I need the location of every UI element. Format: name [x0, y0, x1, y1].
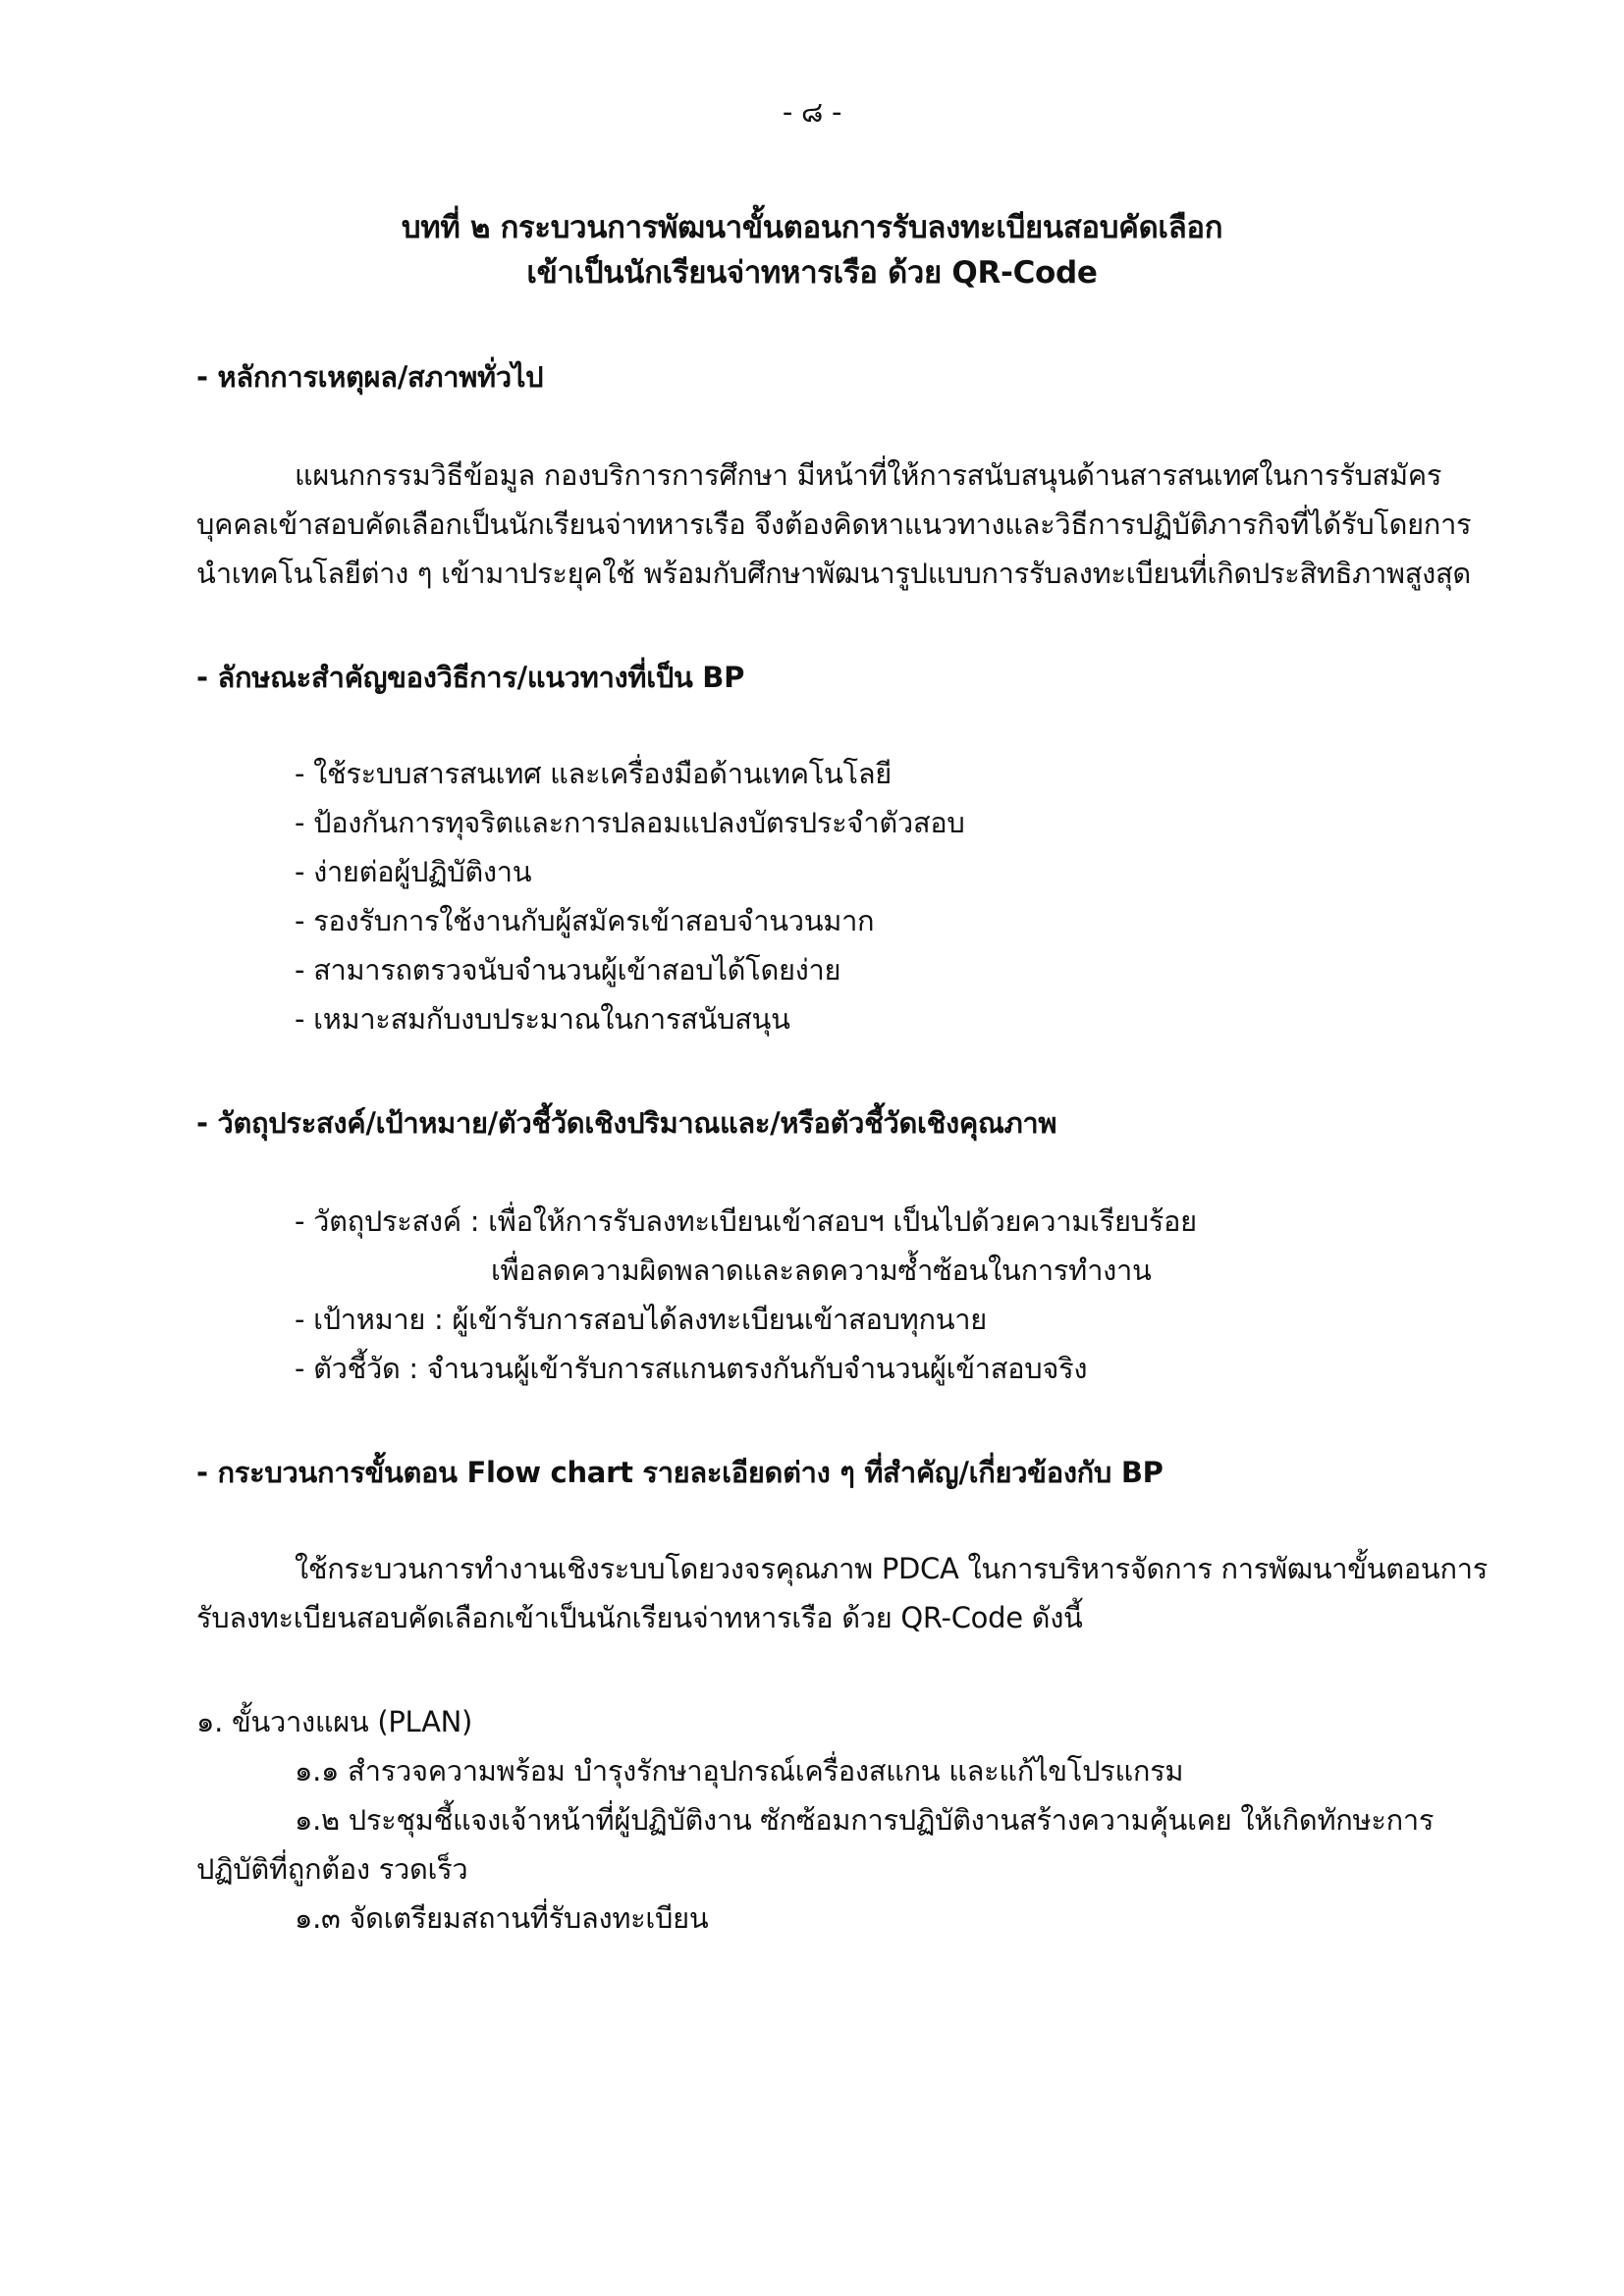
list-item: - ป้องกันการทุจริตและการปลอมแปลงบัตรประจำตัวสอบ [295, 806, 965, 839]
plan-item: ๑.๓ จัดเตรียมสถานที่รับลงทะเบียน [295, 1901, 709, 1935]
indicator-line: - ตัวชี้วัด : จำนวนผู้เข้ารับการสแกนตรงกันกับจำนวนผู้เข้าสอบจริง [295, 1352, 1088, 1385]
section-heading-rationale: - หลักการเหตุผล/สภาพทั่วไป [196, 360, 544, 394]
list-item: - รองรับการใช้งานกับผู้สมัครเข้าสอบจำนวนมาก [295, 904, 875, 937]
paragraph-line: ใช้กระบวนการทำงานเชิงระบบโดยวงจรคุณภาพ PDCA ในการบริหารจัดการ การพัฒนาขั้นตอนการ [295, 1552, 1488, 1585]
plan-item: ๑.๒ ประชุมชี้แจงเจ้าหน้าที่ผู้ปฏิบัติงาน ซักซ้อมการปฏิบัติงานสร้างความคุ้นเคย ให้เกิดทักษะการ [295, 1803, 1435, 1837]
chapter-title-line-2: เข้าเป็นนักเรียนจ่าทหารเรือ ด้วย QR-Code [526, 255, 1098, 291]
goal-line: - เป้าหมาย : ผู้เข้ารับการสอบได้ลงทะเบียนเข้าสอบทุกนาย [295, 1303, 987, 1336]
paragraph-line: นำเทคโนโลยีต่าง ๆ เข้ามาประยุคใช้ พร้อมกับศึกษาพัฒนารูปแบบการรับลงทะเบียนที่เกิดประสิทธิภาพสูงสุด [196, 557, 1471, 590]
list-item: - เหมาะสมกับงบประมาณในการสนับสนุน [295, 1002, 790, 1036]
objective-continuation: เพื่อลดความผิดพลาดและลดความซ้ำซ้อนในการทำงาน [491, 1254, 1152, 1287]
paragraph-line: แผนกกรรมวิธีข้อมูล กองบริการการศึกษา มีหน้าที่ให้การสนับสนุนด้านสารสนเทศในการรับสมัคร [295, 458, 1442, 492]
plan-item-continuation: ปฏิบัติที่ถูกต้อง รวดเร็ว [196, 1852, 468, 1886]
plan-heading: ๑. ขั้นวางแผน (PLAN) [196, 1705, 473, 1738]
list-item: - ง่ายต่อผู้ปฏิบัติงาน [295, 855, 532, 888]
section-heading-key-characteristics: - ลักษณะสำคัญของวิธีการ/แนวทางที่เป็น BP [196, 661, 745, 694]
chapter-title-line-1: บทที่ ๒ กระบวนการพัฒนาขั้นตอนการรับลงทะเบียนสอบคัดเลือก [401, 210, 1223, 245]
plan-item: ๑.๑ สำรวจความพร้อม บำรุงรักษาอุปกรณ์เครื่องสแกน และแก้ไขโปรแกรม [295, 1754, 1184, 1788]
paragraph-line: บุคคลเข้าสอบคัดเลือกเป็นนักเรียนจ่าทหารเรือ จึงต้องคิดหาแนวทางและวิธีการปฏิบัติภารกิจที่ได้รับโดยการ [196, 507, 1472, 541]
list-item: - ใช้ระบบสารสนเทศ และเครื่องมือด้านเทคโนโลยี [295, 757, 892, 790]
page-number: - ๘ - [782, 95, 842, 129]
section-heading-objectives: - วัตถุประสงค์/เป้าหมาย/ตัวชี้วัดเชิงปริมาณและ/หรือตัวชี้วัดเชิงคุณภาพ [196, 1106, 1057, 1140]
section-heading-process: - กระบวนการขั้นตอน Flow chart รายละเอียดต่าง ๆ ที่สำคัญ/เกี่ยวข้องกับ BP [196, 1456, 1164, 1489]
list-item: - สามารถตรวจนับจำนวนผู้เข้าสอบได้โดยง่าย [295, 953, 841, 987]
objective-line: - วัตถุประสงค์ : เพื่อให้การรับลงทะเบียนเข้าสอบฯ เป็นไปด้วยความเรียบร้อย [295, 1204, 1197, 1238]
paragraph-line: รับลงทะเบียนสอบคัดเลือกเข้าเป็นนักเรียนจ่าทหารเรือ ด้วย QR-Code ดังนี้ [196, 1601, 1083, 1634]
